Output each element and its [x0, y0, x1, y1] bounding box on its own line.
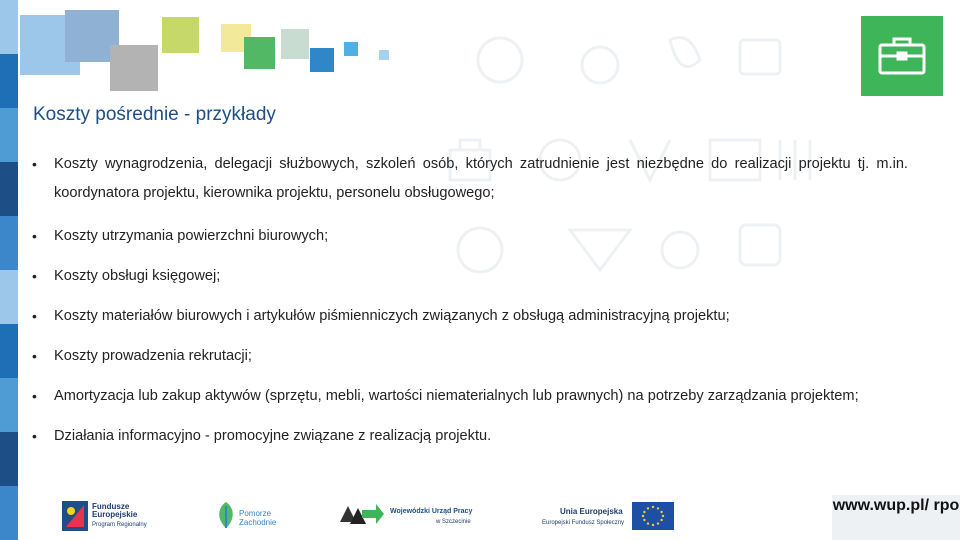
eu-flag-icon [632, 502, 674, 530]
bullet-item [30, 222, 908, 251]
bullet-marker: • [32, 428, 37, 444]
website-url[interactable]: www.wup.pl/ rpo [832, 495, 960, 540]
fe-line1: Fundusze [92, 502, 130, 511]
fe-line2: Europejskie [92, 510, 138, 519]
bullet-text: Koszty prowadzenia rekrutacji; [54, 348, 252, 364]
bullet-text: Koszty materiałów biurowych i artykułów piśmienniczych związanych z obsługą administracyjną projektu; [54, 308, 730, 324]
bullet-list [30, 150, 908, 451]
bullet-item [30, 150, 908, 208]
bullet-text: Amortyzacja lub zakup aktywów (sprzętu, mebli, wartości niematerialnych lub prawnych) na potrzeby zarządzania projektem; [54, 388, 859, 404]
bullet-item [30, 382, 908, 411]
bullet-marker: • [32, 156, 37, 172]
slide-title: Koszty pośrednie - przykłady [33, 104, 276, 125]
pomorze-line2: Zachodnie [239, 518, 277, 527]
bullet-marker: • [32, 268, 37, 284]
bullet-item [30, 422, 908, 451]
bullet-text: Koszty obsługi księgowej; [54, 268, 221, 284]
bullet-marker: • [32, 308, 37, 324]
bullet-item [30, 262, 908, 291]
bullet-marker: • [32, 228, 37, 244]
bullet-text: Działania informacyjno - promocyjne związane z realizacją projektu. [54, 428, 492, 444]
fe-star-icon [62, 501, 88, 531]
briefcase-icon-box [861, 16, 943, 96]
bullet-text: Koszty utrzymania powierzchni biurowych; [54, 228, 329, 244]
bullet-item [30, 342, 908, 371]
bullet-text: Koszty wynagrodzenia, delegacji służbowych, szkoleń osób, których zatrudnienie jest niezbędne do realizacji projektu tj. m.in. koordynatora projektu, kierownika projektu, personelu obsługowego; [54, 156, 908, 201]
fe-line3: Program Regionalny [92, 522, 147, 528]
wup-arrow-icon [338, 500, 384, 528]
ue-line1: Unia Europejska [560, 507, 623, 516]
bullet-marker: • [32, 388, 37, 404]
logo-fundusze-europejskie [62, 497, 162, 535]
bullet-item [30, 302, 908, 331]
pomorze-line1: Pomorze [239, 509, 272, 518]
footer-logos [0, 490, 960, 540]
bullet-marker: • [32, 348, 37, 364]
logo-pomorze-zachodnie [215, 498, 285, 536]
wup-line2: w Szczecinie [436, 519, 471, 525]
pomorze-leaf-icon [215, 500, 237, 530]
left-color-stripe [0, 0, 18, 540]
logo-unia-europejska [540, 500, 675, 534]
ue-line2: Europejski Fundusz Społeczny [542, 520, 625, 526]
briefcase-icon [877, 36, 927, 76]
logo-wup [338, 500, 488, 532]
wup-line1: Wojewódzki Urząd Pracy [390, 508, 473, 515]
